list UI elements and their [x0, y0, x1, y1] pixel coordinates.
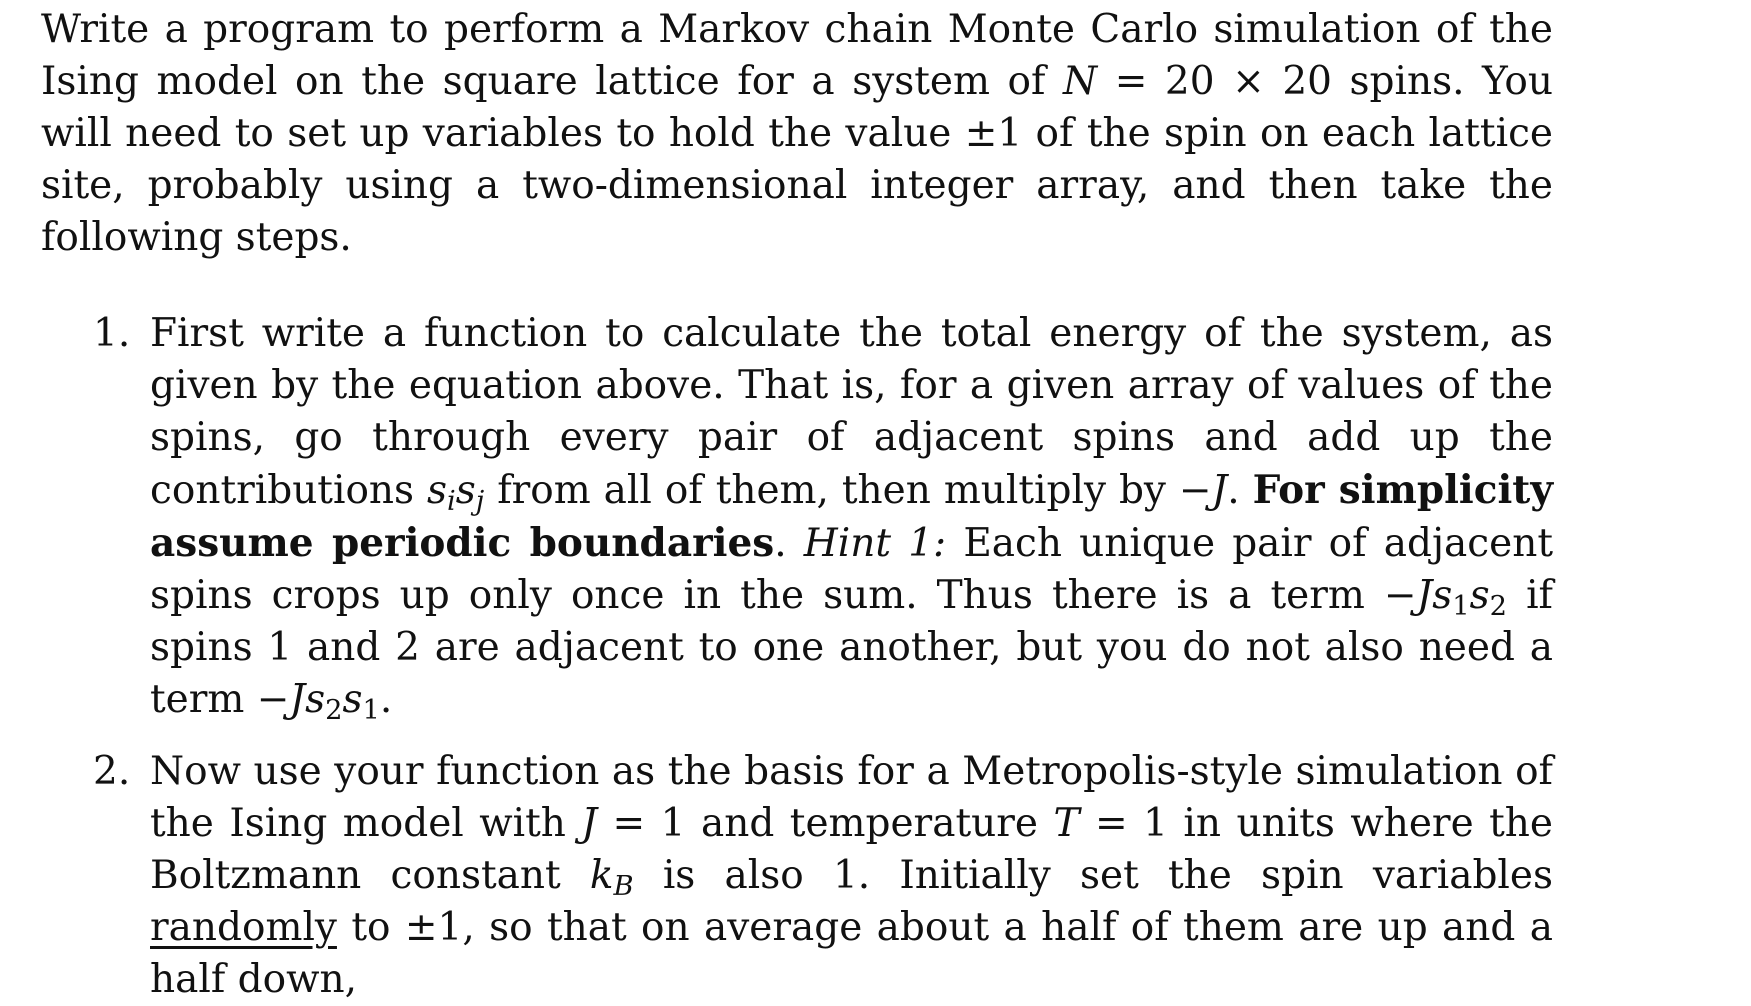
math-var-s: s	[1469, 573, 1490, 618]
item-text: to ±1, so that on average about a half of them are up and a half down,	[150, 905, 1553, 1002]
item-text: Now use your function as the basis for a Metropolis-style simulation of the Ising model with	[150, 749, 1553, 846]
math-subscript: 2	[325, 694, 343, 726]
math-var-k: k	[589, 853, 614, 898]
item-text: .	[379, 677, 393, 722]
math-expression: Js	[1416, 573, 1453, 618]
math-var-j: J	[1211, 468, 1228, 513]
math-var-s: s	[342, 677, 363, 722]
math-var-s: s	[427, 468, 448, 513]
intro-paragraph	[41, 4, 1553, 264]
underlined-word: randomly	[150, 905, 337, 950]
item-text: .	[1227, 468, 1253, 513]
steps-list	[41, 308, 1553, 1006]
item-text: is also 1. Initially set the spin variables	[633, 853, 1554, 898]
hint-label: Hint 1:	[803, 521, 947, 566]
math-var-s: s	[455, 468, 476, 513]
item-number: 2.	[93, 749, 131, 794]
item-text: = 1 in units where the Boltzmann constant	[150, 801, 1553, 898]
math-subscript: j	[475, 485, 485, 517]
math-var-j: J	[581, 801, 598, 846]
intro-text: Write a program to perform a Markov chain Monte Carlo simulation of the Ising model on the square lattice for a system of	[41, 7, 1553, 104]
item-text: = 1 and temperature	[597, 801, 1054, 846]
math-subscript: 2	[1489, 590, 1508, 622]
item-text: from all of them, then multiply by −	[484, 468, 1212, 513]
math-expression: Js	[289, 677, 326, 722]
item-text: .	[774, 521, 804, 566]
math-subscript: B	[613, 870, 634, 902]
math-subscript: 1	[1452, 590, 1470, 622]
math-var-n: N	[1063, 59, 1098, 104]
math-subscript: 1	[362, 694, 380, 726]
math-var-t: T	[1053, 801, 1080, 846]
math-subscript: i	[447, 485, 456, 517]
intro-text-2: = 20 × 20 spins. You will need to set up variables to hold the value ±1 of the spin on each lattice site, probably using a two-dimensional integer array, and then take the following steps.	[41, 59, 1553, 260]
item-text: First write a function to calculate the total energy of the system, as given by the equation above. That is, for a given array of values of the spins, go through every pair of adjacent spins and add up the contributions	[150, 311, 1553, 513]
item-text: if spins 1 and 2 are adjacent to one another, but you do not also need a term −	[150, 573, 1553, 722]
bold-emphasis: For simplicity assume periodic boundaries	[150, 467, 1553, 566]
list-item	[41, 746, 1553, 1006]
problem-text	[41, 4, 1553, 1006]
list-item	[41, 308, 1553, 726]
item-number: 1.	[93, 311, 131, 356]
item-text: Each unique pair of adjacent spins crops up only once in the sum. Thus there is a term −	[150, 521, 1554, 618]
